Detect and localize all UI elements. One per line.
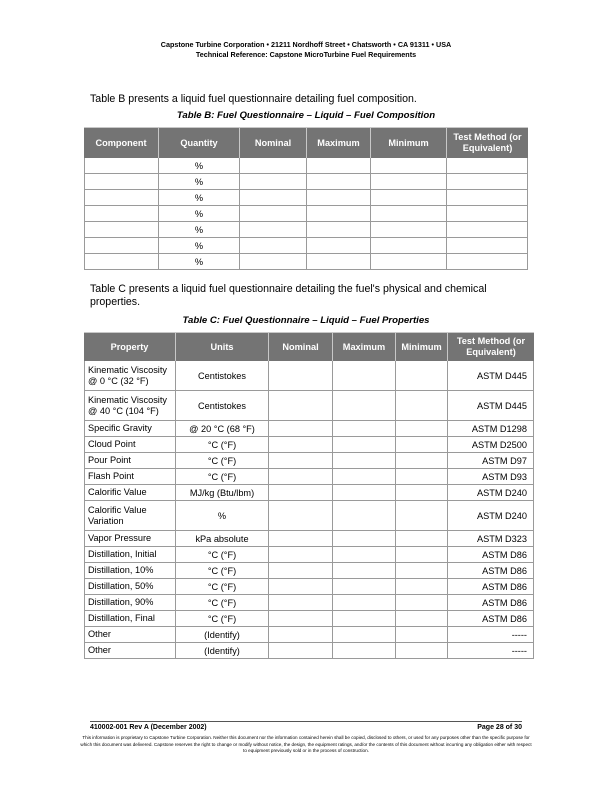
property-cell: Cloud Point (84, 437, 176, 453)
minimum-cell (396, 469, 448, 485)
minimum-cell (396, 391, 448, 421)
nominal-cell (269, 391, 333, 421)
test-method-cell: ASTM D445 (448, 361, 534, 391)
maximum-cell (333, 485, 396, 501)
test-method-cell: ASTM D86 (448, 595, 534, 611)
units-cell: kPa absolute (176, 531, 269, 547)
quantity-cell: % (159, 222, 240, 238)
table-row (84, 437, 534, 453)
table-b-header-minimum: Minimum (371, 127, 447, 158)
table-b (84, 127, 528, 270)
table-c-header-test-method: Test Method (or Equivalent) (448, 332, 534, 361)
maximum-cell (333, 361, 396, 391)
property-cell: Other (84, 643, 176, 659)
minimum-cell (396, 437, 448, 453)
units-cell: MJ/kg (Btu/lbm) (176, 485, 269, 501)
table-row (84, 190, 528, 206)
units-cell: @ 20 °C (68 °F) (176, 421, 269, 437)
table-row (84, 531, 534, 547)
nominal-cell (269, 437, 333, 453)
nominal-cell (269, 361, 333, 391)
table-row (84, 361, 534, 391)
table-row (84, 254, 528, 270)
quantity-cell: % (159, 158, 240, 174)
table-row (84, 627, 534, 643)
nominal-cell (269, 643, 333, 659)
units-cell: °C (°F) (176, 579, 269, 595)
maximum-cell (333, 611, 396, 627)
units-cell: °C (°F) (176, 453, 269, 469)
nominal-cell (269, 453, 333, 469)
table-row (84, 222, 528, 238)
table-row (84, 206, 528, 222)
table-b-caption: Table B: Fuel Questionnaire – Liquid – Fuel Composition (176, 110, 436, 121)
table-row (84, 158, 528, 174)
intro-table-b: Table B presents a liquid fuel questionnaire detailing fuel composition. (90, 93, 417, 105)
nominal-cell (269, 421, 333, 437)
maximum-cell (333, 595, 396, 611)
test-method-cell: ----- (448, 643, 534, 659)
property-cell: Distillation, 90% (84, 595, 176, 611)
table-row (84, 421, 534, 437)
table-row (84, 174, 528, 190)
minimum-cell (396, 531, 448, 547)
units-cell: °C (°F) (176, 469, 269, 485)
quantity-cell: % (159, 206, 240, 222)
test-method-cell: ASTM D240 (448, 501, 534, 531)
quantity-cell: % (159, 174, 240, 190)
test-method-cell: ASTM D93 (448, 469, 534, 485)
minimum-cell (396, 421, 448, 437)
property-cell: Flash Point (84, 469, 176, 485)
minimum-cell (396, 501, 448, 531)
maximum-cell (333, 453, 396, 469)
test-method-cell: ASTM D86 (448, 547, 534, 563)
test-method-cell: ASTM D323 (448, 531, 534, 547)
table-row (84, 501, 534, 531)
table-row (84, 643, 534, 659)
property-cell: Other (84, 627, 176, 643)
maximum-cell (333, 547, 396, 563)
table-row (84, 485, 534, 501)
table-c (84, 332, 534, 659)
units-cell: Centistokes (176, 361, 269, 391)
test-method-cell: ASTM D86 (448, 579, 534, 595)
table-row (84, 595, 534, 611)
intro-table-c: Table C presents a liquid fuel questionnaire detailing the fuel's physical and chemical properties. (90, 283, 487, 308)
property-cell: Distillation, 10% (84, 563, 176, 579)
units-cell: °C (°F) (176, 547, 269, 563)
units-cell: (Identify) (176, 627, 269, 643)
test-method-cell: ASTM D97 (448, 453, 534, 469)
table-row (84, 453, 534, 469)
nominal-cell (269, 501, 333, 531)
table-row (84, 391, 534, 421)
nominal-cell (269, 485, 333, 501)
nominal-cell (269, 595, 333, 611)
maximum-cell (333, 501, 396, 531)
footer-rule (90, 721, 522, 722)
table-row (84, 469, 534, 485)
nominal-cell (269, 469, 333, 485)
header-line-1: Capstone Turbine Corporation • 21211 Nordhoff Street • Chatsworth • CA 91311 • USA (160, 40, 452, 49)
property-cell: Specific Gravity (84, 421, 176, 437)
table-c-header-maximum: Maximum (333, 332, 396, 361)
property-cell: Vapor Pressure (84, 531, 176, 547)
table-c-header-minimum: Minimum (396, 332, 448, 361)
table-row (84, 611, 534, 627)
property-cell: Distillation, Initial (84, 547, 176, 563)
units-cell: °C (°F) (176, 437, 269, 453)
table-c-header-units: Units (176, 332, 269, 361)
minimum-cell (396, 627, 448, 643)
units-cell: °C (°F) (176, 563, 269, 579)
maximum-cell (333, 627, 396, 643)
nominal-cell (269, 547, 333, 563)
quantity-cell: % (159, 238, 240, 254)
table-b-header-quantity: Quantity (159, 127, 240, 158)
test-method-cell: ASTM D445 (448, 391, 534, 421)
quantity-cell: % (159, 190, 240, 206)
nominal-cell (269, 563, 333, 579)
property-cell: Calorific Value Variation (84, 501, 176, 531)
minimum-cell (396, 361, 448, 391)
nominal-cell (269, 579, 333, 595)
nominal-cell (269, 627, 333, 643)
maximum-cell (333, 469, 396, 485)
table-row (84, 547, 534, 563)
minimum-cell (396, 547, 448, 563)
table-row (84, 563, 534, 579)
table-c-header-property: Property (84, 332, 176, 361)
property-cell: Kinematic Viscosity @ 0 °C (32 °F) (84, 361, 176, 391)
table-row (84, 579, 534, 595)
property-cell: Calorific Value (84, 485, 176, 501)
maximum-cell (333, 437, 396, 453)
footer-page-number: Page 28 of 30 (477, 724, 522, 731)
minimum-cell (396, 579, 448, 595)
units-cell: °C (°F) (176, 595, 269, 611)
nominal-cell (269, 531, 333, 547)
maximum-cell (333, 579, 396, 595)
minimum-cell (396, 563, 448, 579)
units-cell: °C (°F) (176, 611, 269, 627)
table-c-caption: Table C: Fuel Questionnaire – Liquid – Fuel Properties (182, 315, 430, 326)
minimum-cell (396, 643, 448, 659)
minimum-cell (396, 485, 448, 501)
footer-doc-id: 410002-001 Rev A (December 2002) (90, 724, 207, 731)
minimum-cell (396, 595, 448, 611)
table-b-header-component: Component (84, 127, 159, 158)
table-b-header-test-method: Test Method (or Equivalent) (447, 127, 528, 158)
maximum-cell (333, 643, 396, 659)
page-header (0, 40, 612, 60)
header-line-2: Technical Reference: Capstone MicroTurbine Fuel Requirements (195, 50, 417, 59)
table-b-header-maximum: Maximum (307, 127, 371, 158)
table-b-header-nominal: Nominal (240, 127, 307, 158)
maximum-cell (333, 563, 396, 579)
property-cell: Distillation, Final (84, 611, 176, 627)
maximum-cell (333, 421, 396, 437)
table-c-header-nominal: Nominal (269, 332, 333, 361)
nominal-cell (269, 611, 333, 627)
property-cell: Pour Point (84, 453, 176, 469)
minimum-cell (396, 611, 448, 627)
minimum-cell (396, 453, 448, 469)
maximum-cell (333, 531, 396, 547)
property-cell: Kinematic Viscosity @ 40 °C (104 °F) (84, 391, 176, 421)
quantity-cell: % (159, 254, 240, 270)
test-method-cell: ASTM D1298 (448, 421, 534, 437)
test-method-cell: ASTM D86 (448, 563, 534, 579)
units-cell: Centistokes (176, 391, 269, 421)
units-cell: % (176, 501, 269, 531)
test-method-cell: ASTM D86 (448, 611, 534, 627)
units-cell: (Identify) (176, 643, 269, 659)
test-method-cell: ASTM D2500 (448, 437, 534, 453)
footer-proprietary-note: This information is proprietary to Capstone Turbine Corporation. Neither this document nor the information contained herein shall be copied, disclosed to others, or used for any purposes other than the specific purpose for which this document was delivered. Capstone reserves the right to change or modify without notice, the design, the equipment ratings, and/or the contents of this document without incurring any obligation either with respect to equipment previously sold or in the process of construction. (80, 735, 532, 753)
maximum-cell (333, 391, 396, 421)
property-cell: Distillation, 50% (84, 579, 176, 595)
test-method-cell: ----- (448, 627, 534, 643)
test-method-cell: ASTM D240 (448, 485, 534, 501)
table-row (84, 238, 528, 254)
